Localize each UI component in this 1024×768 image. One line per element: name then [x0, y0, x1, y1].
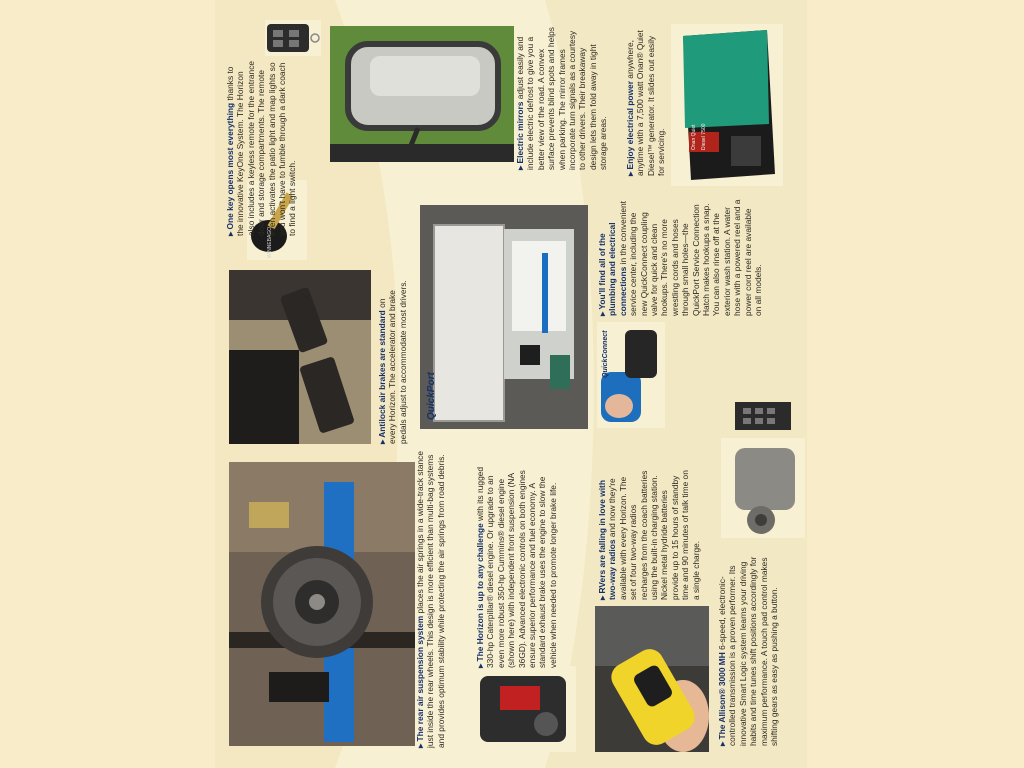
allison-transmission-photo	[721, 438, 805, 538]
caption-heading: ▸ Enjoy electrical power	[625, 78, 635, 176]
caption-generator	[625, 26, 667, 176]
generator-photo	[671, 24, 783, 186]
caption-heading: ▸ Antilock air brakes are standard	[377, 307, 387, 444]
caption-body: thanks to the innovative KeyOne System. The Horizon also includes a keyless remote for the entrance door and storage compartments. The remote even activates the patio light and map lights so you won't have to fumble through a dark coach to find a light switch.	[225, 60, 298, 236]
quickconnect-logo: QuickConnect	[602, 330, 609, 378]
caption-body: adjust easily and include electric defrost to give you a better view of the road. A convex surface prevents blind spots and helps when parking. The mirror frames incorporate turn signals as a courtesy to other drivers. Their breakaway design lets them fold away in tight storage areas.	[515, 27, 609, 170]
caption-heading: ▸ You'll find all of the plumbing and electrical connections	[597, 222, 628, 316]
caption-heading: ▸ The rear air suspension system	[415, 613, 425, 748]
caption-plumbing-connections	[597, 198, 764, 316]
caption-heading: ▸ Electric mirrors	[515, 99, 525, 170]
caption-diesel-engine	[475, 458, 558, 668]
caption-keyone-system	[225, 56, 298, 236]
electric-mirror-photo	[330, 26, 514, 162]
brochure-page	[215, 0, 807, 768]
caption-body: in the convenient service center, including the new QuickConnect coupling valve for quick and clean hookups. There's no more wrestling cords and hoses through small holes—the QuickPort Service Connection Hatch makes hookups a snap. You can also rinse off at the exterior wash station. A water hose with a powered reel and a power cord reel are available on all models.	[617, 199, 764, 316]
caption-two-way-radios	[597, 470, 701, 600]
caption-heading: ▸ The Allison® 3000 MH	[717, 649, 727, 746]
caption-body: on every Horizon. The accelerator and brake pedals adjust to accommodate most drivers.	[377, 280, 408, 444]
caption-body: with its rugged 330-hp Caterpillar® diesel engine. Or upgrade to an even more robust 350-hp Cummins® diesel engine (shown here) with independent front suspension (NA 36GD). Advanced electronic controls on both engines ensure superior performance and fuel economy. A standard exhaust brake uses the engine to slow the vehicle when needed to promote longer brake life.	[475, 466, 558, 668]
air-suspension-photo	[229, 462, 415, 746]
brake-pedals-photo	[229, 270, 371, 444]
caption-heading: ▸ One key opens most everything	[225, 100, 235, 236]
quickport-service-center-photo	[420, 205, 588, 429]
caption-antilock-brakes	[377, 276, 408, 444]
caption-air-suspension	[415, 448, 446, 748]
caption-heading: ▸ The Horizon is up to any challenge	[475, 520, 485, 668]
generator-brand-logo: Onan Quiet Diesel 7500	[691, 123, 708, 150]
touch-pad-photo	[735, 402, 791, 430]
caption-heading: ▸ RVers are falling in love with two-way radios	[597, 480, 618, 600]
caption-body: 6-speed, electronic-controlled transmission is a proven performer. Its innovative Smart Logic system learns your driving habits and time tunes shift positions accordingly for maximum performance. A touch pad control makes shifting gears as easy as pushing a button.	[717, 556, 780, 746]
caption-allison-transmission	[717, 544, 779, 746]
caption-body: anywhere, anytime with a 7,500 watt Onan® Quiet Diesel™ generator. It slides out easily for servicing.	[625, 30, 667, 176]
remote-fob-photo	[265, 20, 321, 56]
caption-body: and now they're available with every Horizon. The set of four two-way radios recharges from the coach batteries using the built-in charging station. Nickel metal hydride batteries provide up to 15 hours of standby time and 90 minutes of talk time on a single charge.	[607, 470, 701, 600]
key-brand-logo: WINNEBAGO	[267, 226, 273, 258]
two-way-radio-photo	[595, 606, 709, 752]
caption-body: places the air springs in a wide-track stance just inside the rear wheels. This design is more efficient than multi-bag systems and provides optimum stability while protecting the air springs from road debris.	[415, 450, 446, 748]
caption-electric-mirrors	[515, 24, 609, 170]
quickport-logo: QuickPort	[426, 372, 437, 420]
diesel-engine-photo	[470, 666, 576, 752]
right-margin	[807, 0, 1024, 768]
